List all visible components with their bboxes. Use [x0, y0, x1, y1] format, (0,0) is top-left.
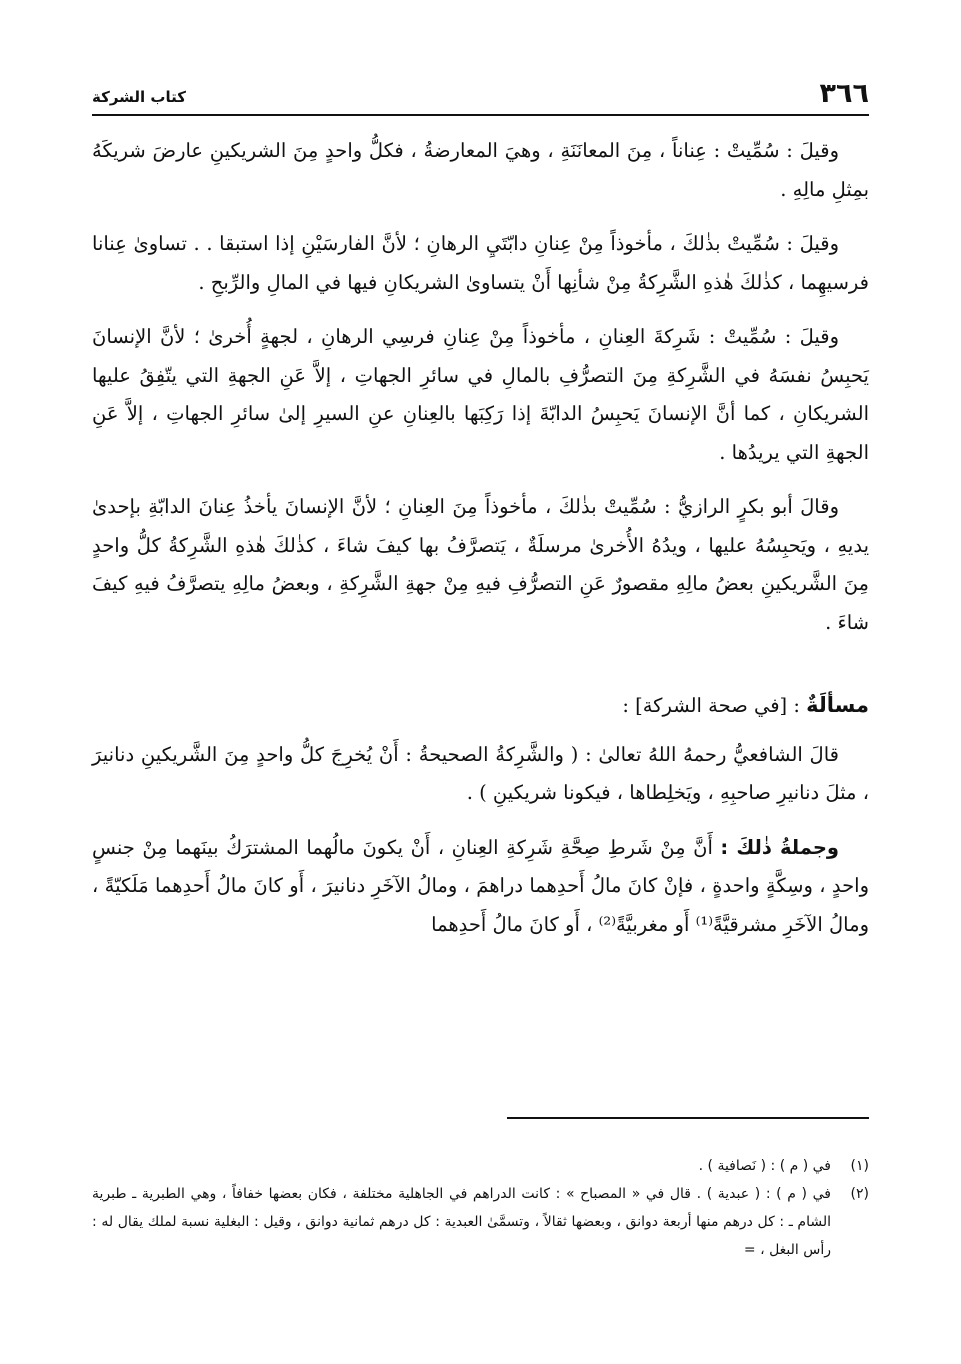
footnote-text: في ( م ) : ( نَصافية ) .: [698, 1158, 831, 1174]
page-number: ٣٦٦: [819, 78, 869, 109]
footnote-text: في ( م ) : ( عبدية ) . قال في « المصباح » : كانت الدراهم في الجاهلية مختلفة ، فكان بعضها خفافاً ، وهي الطبرية ـ طبرية الشام ـ : كل درهم منها أربعة دوانق ، وبعضها ثقالاً ، وتسمَّىٰ العبدية : كل درهم ثمانية دوانق ، وقيل : البغلية نسبة لملك يقال له : رأس البغل ، =: [92, 1186, 831, 1258]
footnote: [92, 1152, 869, 1180]
main-text: [92, 132, 869, 960]
paragraph: وقيلَ : سُمِّيتْ : عِناناً ، مِنَ المعانَنَةِ ، وهيَ المعارضةُ ، فكلُّ واحدٍ مِنَ الشريكينِ عارضَ شريكَهُ بمِثلِ مالِهِ .: [92, 139, 869, 201]
page-header: [92, 78, 869, 116]
paragraph-body: أَنَّ مِنْ شَرطِ صِحَّةِ شَرِكةِ العِنانِ ، أَنْ يكونَ مالُهما المشترَكُ بينَهما مِنْ جنسٍ واحدٍ ، وسِكَّةٍ واحدةٍ ، فإنْ كانَ مالُ أَحدِهما دراهمَ ، ومالُ الآخَرِ دنانيرَ ، أَو كانَ مالُ أَحدِهما مَلَكيّةً ، ومالُ الآخَرِ مشرقيَّةً⁽¹⁾ أَو مغربيَّةً⁽²⁾ ، أَو كانَ مالُ أَحدِهما: [92, 835, 869, 936]
issue-title: : [في صحة الشركة] :: [622, 694, 800, 717]
paragraph: [92, 829, 869, 945]
footnote-separator: [507, 1117, 869, 1119]
paragraph: وقيلَ : سُمِّيتْ : شَرِكةَ العِنانِ ، مأخوذاً مِنْ عِنانِ فرسِي الرهانِ ، لجهةٍ أُخرىٰ ؛ لأنَّ الإنسانَ يَحبِسُ نفسَهُ في الشَّرِكةِ مِنَ التصرُّفِ بالمالِ في سائرِ الجهاتِ ، إلاَّ عَنِ الجهةِ التي يتّفِقُ عليها الشريكانِ ، كما أنَّ الإنسانَ يَحبِسُ الدابّةَ إذا رَكِبَها بالعِنانِ عنِ السيرِ إلىٰ سائرِ الجهاتِ ، إلاَّ عَنِ الجهةِ التي يريدُها .: [92, 325, 869, 464]
footnote-number: (١): [850, 1158, 869, 1174]
footnote: [92, 1180, 869, 1264]
paragraph-lead: وجملةُ ذٰلكَ :: [720, 835, 839, 859]
paragraph: وقيلَ : سُمِّيتْ بذٰلكَ ، مأخوذاً مِنْ عِنانِ دابّتَيِ الرهانِ ؛ لأنَّ الفارسَيْنِ إذا استبقا . . تساوىٰ عِنانا فرسيهِما ، كذٰلكَ هٰذهِ الشَّرِكةُ مِنْ شأنِها أَنْ يتساوىٰ الشريكانِ فيها في المالِ والرِّبحِ .: [92, 232, 869, 294]
issue-label: مسألَةٌ: [806, 693, 869, 717]
running-title: كتاب الشركة: [92, 88, 186, 106]
paragraph: قالَ الشافعيُّ رحمهُ اللهُ تعالىٰ : ( والشَّرِكةُ الصحيحةُ : أَنْ يُخرِجَ كلُّ واحدٍ مِنَ الشَّريكينِ دنانيرَ ، مثلَ دنانيرِ صاحبِهِ ، ويَخلِطاها ، فيكونا شريكينِ ) .: [92, 742, 869, 804]
issue-heading: [92, 686, 869, 726]
footnotes: [92, 1152, 869, 1264]
paragraph: وقالَ أبو بكرٍ الرازيُّ : سُمِّيتْ بذٰلكَ ، مأخوذاً مِنَ العِنانِ ؛ لأنَّ الإنسانَ يأخذُ عِنانَ الدابّةِ بإحدىٰ يديهِ ، ويَحبِسُهُ عليها ، ويدُهُ الأُخرىٰ مرسلَةٌ ، يَتصرَّفُ بها كيفَ شاءَ ، كذٰلكَ هٰذهِ الشَّرِكةُ كلُّ واحدٍ مِنَ الشَّريكينِ بعضُ مالِهِ مقصورٌ عَنِ التصرُّفِ فيهِ مِنْ جهةِ الشَّرِكةِ ، وبعضُ مالِهِ يتصرَّفُ فيهِ كيفَ شاءَ .: [92, 495, 869, 634]
footnote-number: (٢): [850, 1186, 869, 1202]
